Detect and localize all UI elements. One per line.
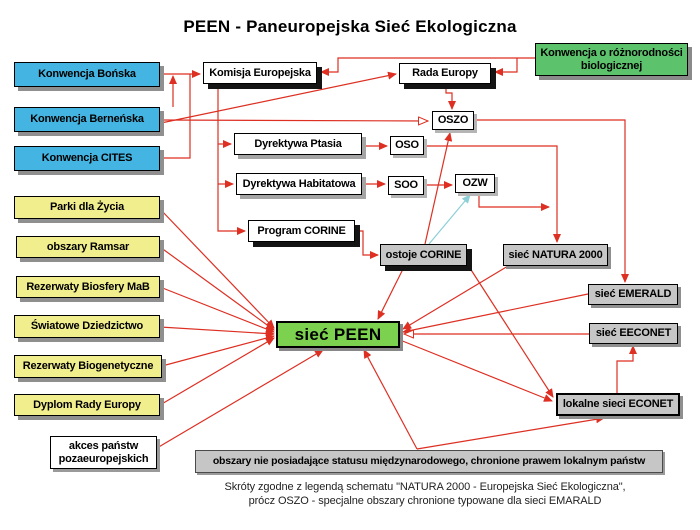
node-komisja-europejska: Komisja Europejska (203, 62, 317, 84)
edge-siec-peen--lokalne-sieci-econet (400, 340, 552, 401)
node-dyrektywa-ptasia: Dyrektywa Ptasia (234, 133, 362, 155)
page-title: PEEN - Paneuropejska Sieć Ekologiczna (183, 17, 517, 36)
edge-rezerwaty-biogenetyczne--siec-peen (162, 336, 274, 366)
edge-dyplom-rady-europy--siec-peen (160, 338, 274, 405)
edge-ostoje-corine--siec-peen (378, 267, 404, 319)
edge-konwencja-bernenska--oszo (161, 120, 428, 121)
node-soo: SOO (388, 176, 424, 195)
node-parki-dla-zycia: Parki dla Życia (14, 196, 160, 219)
edge-konwencja-cites--komisja-europejska (160, 74, 190, 158)
node-lokalne-sieci-econet: lokalne sieci ECONET (556, 393, 680, 416)
edge-swiatowe-dziedzictwo--siec-peen (160, 327, 274, 334)
node-rada-europy: Rada Europy (399, 63, 491, 84)
edge-program-corine--ostoje-corine (355, 231, 378, 255)
node-akces-panstw: akces państw pozaeuropejskich (50, 436, 157, 469)
node-konwencja-bio: Konwencja o różnorodności biologicznej (535, 43, 688, 76)
node-konwencja-cites: Konwencja CITES (14, 146, 160, 171)
node-oso: OSO (390, 136, 424, 155)
node-ostoje-corine: ostoje CORINE (380, 244, 467, 266)
edge-obszary-lokalne--lokalne-sieci-econet (417, 418, 604, 449)
node-swiatowe-dziedzictwo: Światowe Dziedzictwo (14, 315, 160, 338)
node-obszary-ramsar: obszary Ramsar (16, 236, 160, 258)
caption-line-1: Skróty zgodne z legendą schematu "NATURA 2000 - Europejska Sieć Ekologiczna", (224, 481, 626, 493)
node-siec-eeconet: sieć EECONET (589, 323, 678, 344)
edge-obszary-ramsar--siec-peen (160, 247, 274, 330)
node-rezerwaty-mab: Rezerwaty Biosfery MaB (16, 276, 160, 298)
node-program-corine: Program CORINE (248, 220, 355, 242)
edge-akces-panstw--siec-peen (157, 350, 323, 448)
caption-line-2: prócz OSZO - specjalne obszary chronione typowane dla sieci EMARALD (248, 495, 602, 507)
edge-ostoje-corine--ozw (429, 195, 470, 244)
node-konwencja-bernenska: Konwencja Berneńska (14, 107, 160, 132)
edge-rada-europy--oszo (446, 84, 452, 109)
edge-lokalne-sieci-econet--siec-eeconet (617, 346, 633, 393)
edge-ozw--siec-natura-2000 (479, 193, 549, 207)
node-obszary-lokalne: obszary nie posiadające statusu międzynarodowego, chronione prawem lokalnym państw (195, 450, 663, 473)
edge-ostoje-corine--lokalne-sieci-econet (466, 262, 553, 397)
node-ozw: OZW (455, 174, 495, 193)
edge-siec-natura-2000--siec-peen (403, 266, 508, 329)
node-siec-peen: sieć PEEN (276, 321, 400, 348)
edge-obszary-lokalne--siec-peen (364, 350, 417, 449)
node-rezerwaty-biogenetyczne: Rezerwaty Biogenetyczne (14, 355, 162, 378)
node-siec-natura-2000: sieć NATURA 2000 (503, 244, 608, 266)
node-siec-emerald: sieć EMERALD (588, 284, 678, 305)
node-oszo: OSZO (432, 111, 474, 130)
edge-ostoje-corine--oszo (425, 133, 450, 244)
node-konwencja-bonska: Konwencja Bońska (14, 62, 160, 87)
edge-konwencja-bio--rada-europy (495, 58, 517, 72)
node-dyrektywa-habitatowa: Dyrektywa Habitatowa (236, 173, 362, 195)
node-dyplom-rady-europy: Dyplom Rady Europy (14, 394, 160, 416)
